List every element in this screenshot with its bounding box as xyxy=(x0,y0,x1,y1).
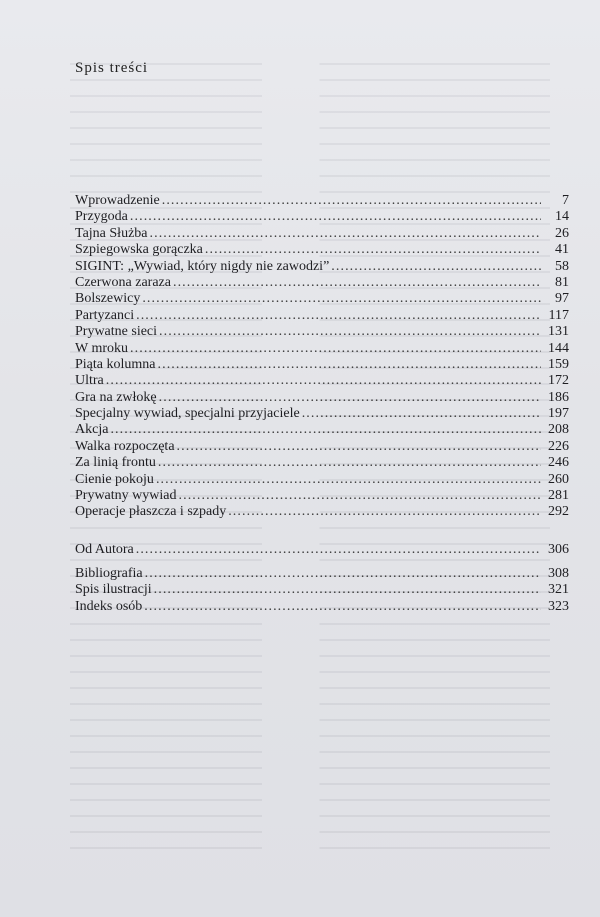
toc-leader-dots xyxy=(154,582,541,598)
toc-entry xyxy=(75,504,569,520)
toc-leader-dots xyxy=(130,209,541,225)
toc-leader-dots xyxy=(150,226,542,242)
toc-entry-page: 131 xyxy=(548,324,569,340)
toc-entry-title: Akcja xyxy=(75,422,109,438)
toc-entry xyxy=(75,472,569,488)
toc-leader-dots xyxy=(228,504,541,520)
toc-entry-page: 186 xyxy=(548,389,569,405)
toc-entry-title: Prywatny wywiad xyxy=(75,488,177,504)
toc-entry-title: Operacje płaszcza i szpady xyxy=(75,504,227,520)
toc-entry-page: 208 xyxy=(548,422,569,438)
toc-leader-dots xyxy=(142,291,541,307)
toc-entry-page: 197 xyxy=(548,406,569,422)
toc-entry-title: Prywatne sieci xyxy=(75,324,158,340)
toc-leader-dots xyxy=(144,599,541,615)
toc-entry-title: Przygoda xyxy=(75,209,128,225)
toc-entry-title: Specjalny wywiad, specjalni przyjaciele xyxy=(75,406,300,422)
toc-leader-dots xyxy=(177,439,541,455)
toc-entry xyxy=(75,275,569,291)
toc-entry-page: 117 xyxy=(548,307,569,323)
toc-entry-title: Bibliografia xyxy=(75,566,143,581)
toc-entry-title: Gra na zwłokę xyxy=(75,389,157,405)
toc-entry xyxy=(75,422,569,438)
toc-entry xyxy=(75,357,569,373)
toc-entry xyxy=(75,324,569,340)
toc-entry-page: 246 xyxy=(548,455,569,471)
toc-leader-dots xyxy=(179,488,542,504)
toc-entry xyxy=(75,566,569,582)
toc-entry-title: SIGINT: „Wywiad, który nigdy nie zawodzi” xyxy=(75,258,330,274)
toc-entry-page: 81 xyxy=(555,274,569,290)
toc-leader-dots xyxy=(162,193,541,209)
toc-leader-dots xyxy=(145,566,541,582)
toc-entry-page: 172 xyxy=(548,373,569,389)
toc-leader-dots xyxy=(158,455,541,471)
toc-leader-dots xyxy=(173,275,541,291)
toc-entry xyxy=(75,341,569,357)
toc-leader-dots xyxy=(159,390,541,406)
toc-entry-page: 260 xyxy=(548,471,569,487)
toc-leader-dots xyxy=(130,341,541,357)
toc-entry xyxy=(75,582,569,598)
toc-entry-title: Czerwona zaraza xyxy=(75,274,171,290)
toc-entry xyxy=(75,439,569,455)
toc-entry-page: 292 xyxy=(548,504,569,520)
toc-entry xyxy=(75,291,569,307)
toc-entry-page: 159 xyxy=(548,356,569,372)
toc-entry xyxy=(75,455,569,471)
page-title: Spis treści xyxy=(75,60,149,76)
toc-entry xyxy=(75,259,569,275)
toc-entry-title: Bolszewicy xyxy=(75,291,141,307)
toc-entry-title: Indeks osób xyxy=(75,598,143,614)
toc-entry-page: 308 xyxy=(548,566,569,581)
toc-entry-page: 321 xyxy=(548,582,569,598)
toc-entry-page: 306 xyxy=(548,542,569,557)
toc-leader-dots xyxy=(331,259,541,275)
toc-entry-page: 14 xyxy=(555,209,569,225)
toc-leader-dots xyxy=(136,308,541,324)
toc-entry xyxy=(75,193,569,209)
toc-author-note xyxy=(75,542,569,558)
toc-entry-page: 281 xyxy=(548,488,569,504)
toc-entry xyxy=(75,373,569,389)
toc-entry-title: Tajna Służba xyxy=(75,225,148,241)
toc-leader-dots xyxy=(156,472,541,488)
toc-entry xyxy=(75,209,569,225)
toc-entry xyxy=(75,488,569,504)
toc-entry-title: Za linią frontu xyxy=(75,455,156,471)
toc-entry-page: 323 xyxy=(548,598,569,614)
toc-entry xyxy=(75,599,569,615)
toc-leader-dots xyxy=(302,406,541,422)
toc-back-matter xyxy=(75,566,569,615)
toc-entry-page: 26 xyxy=(555,225,569,241)
toc-entry-page: 7 xyxy=(562,193,569,208)
toc-leader-dots xyxy=(136,542,541,558)
toc-leader-dots xyxy=(159,324,541,340)
toc-leader-dots xyxy=(106,373,541,389)
toc-entry-page: 144 xyxy=(548,340,569,356)
toc-entry xyxy=(75,406,569,422)
toc-entry-title: Wprowadzenie xyxy=(75,193,160,208)
toc-entry-title: Ultra xyxy=(75,373,104,389)
toc-entry xyxy=(75,308,569,324)
toc-entry-page: 97 xyxy=(555,291,569,307)
toc-entry-title: Partyzanci xyxy=(75,307,135,323)
toc-entry xyxy=(75,226,569,242)
toc-entry-title: Od Autora xyxy=(75,542,134,557)
toc-entry-page: 58 xyxy=(555,258,569,274)
toc-entry xyxy=(75,242,569,258)
toc-entry xyxy=(75,542,569,558)
toc-entry-title: Szpiegowska gorączka xyxy=(75,242,203,258)
toc-entry-title: Walka rozpoczęta xyxy=(75,438,175,454)
toc-chapter-list xyxy=(75,193,569,521)
toc-leader-dots xyxy=(158,357,542,373)
toc-entry-title: Cienie pokoju xyxy=(75,471,154,487)
toc-entry-title: Spis ilustracji xyxy=(75,582,152,598)
toc-entry-title: Piąta kolumna xyxy=(75,356,156,372)
toc-entry-title: W mroku xyxy=(75,340,129,356)
toc-leader-dots xyxy=(205,242,541,258)
toc-entry-page: 41 xyxy=(555,242,569,258)
toc-leader-dots xyxy=(110,422,541,438)
toc-entry xyxy=(75,390,569,406)
toc-entry-page: 226 xyxy=(548,438,569,454)
